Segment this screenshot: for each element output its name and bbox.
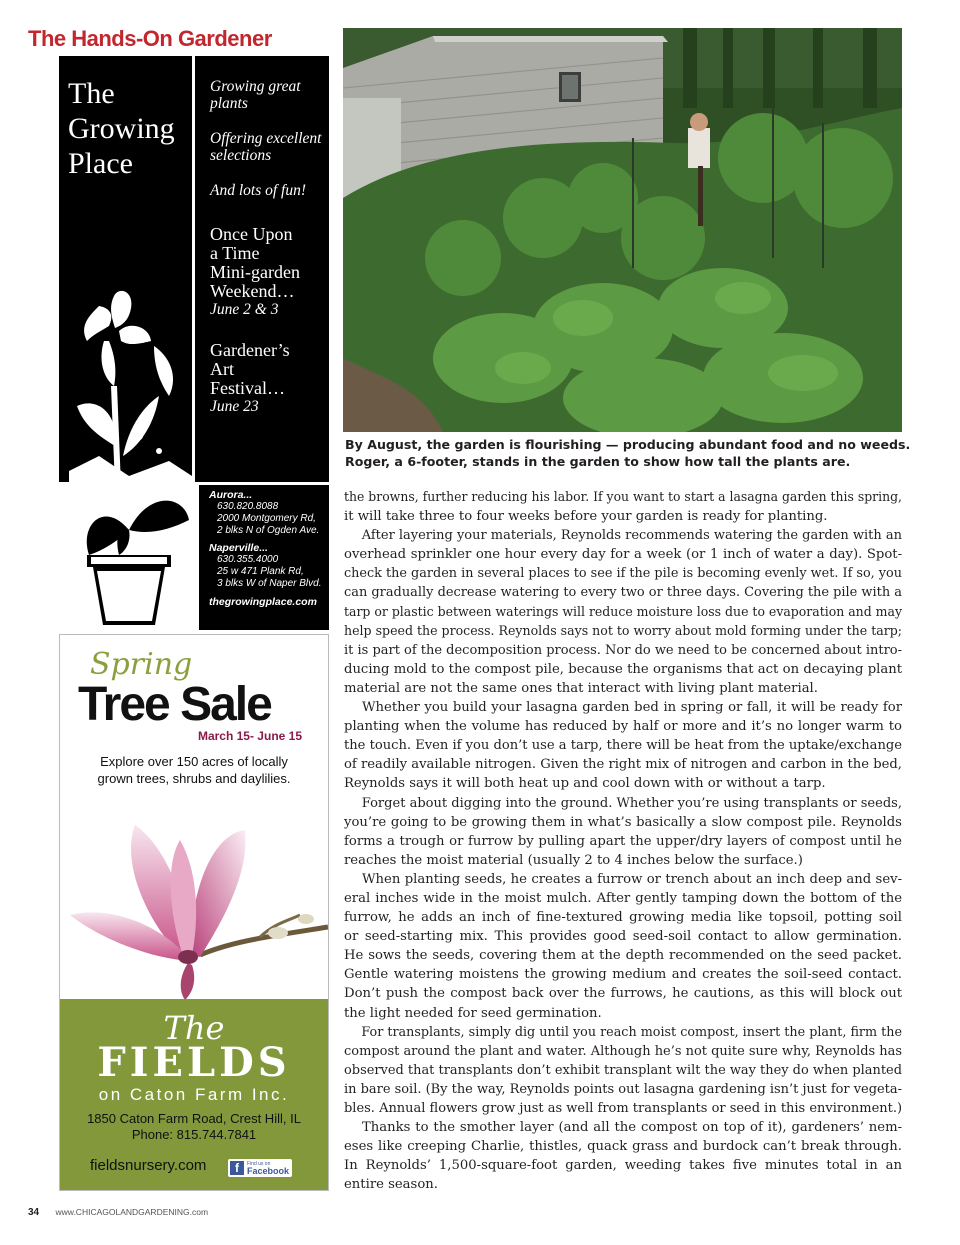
location-city: Aurora... — [209, 489, 253, 501]
article-line: help speed the process. Reynolds says not to worry about mold forming under the tarp; — [344, 623, 903, 639]
article-line: overhead sprinkler one hour every day for a week (or 1 inch of water a day). Spot- — [344, 547, 903, 563]
article-line: forms a trough or furrow by pulling apart the upper/dry layers of compost until he — [344, 833, 902, 849]
fields-contact — [60, 1111, 328, 1143]
location-phone: 630.355.4000 — [217, 554, 279, 565]
article-line: Reynolds says it will both heat up and cool down with or without a tarp. — [344, 776, 826, 792]
event-date: June 23 — [210, 398, 259, 415]
growing-place-ad[interactable] — [59, 56, 329, 630]
article-line: Don’t push the compost back over the furrows, he cautions, as this will block out — [344, 986, 903, 1002]
name-line: Growing — [68, 112, 175, 145]
caption-line: Roger, a 6-footer, stands in the garden to show how tall the plants are. — [345, 454, 851, 469]
description-line: grown trees, shrubs and daylilies. — [97, 771, 291, 786]
footer-website: www.CHICAGOLANDGARDENING.com — [55, 1207, 209, 1217]
article-line: Whether you build your lasagna garden bed in spring or fall, it will be ready for — [362, 700, 903, 716]
article-line: of readily available nitrogen. Given the right mix of nitrogen and carbon in the bed, — [344, 757, 902, 773]
tagline: Growing great plants — [210, 78, 301, 112]
facebook-badge[interactable] — [228, 1159, 292, 1177]
fields-website[interactable]: fieldsnursery.com — [90, 1157, 207, 1174]
article-line: you’re going to be growing them in what’s basically a slow compost pile. Reynolds — [344, 814, 902, 830]
facebook-text — [247, 1161, 289, 1176]
tree-sale-headline: Tree Sale — [78, 678, 271, 731]
article-line: When planting seeds, he creates a furrow or trench about an inch deep and sev- — [362, 871, 903, 887]
growing-place-name — [68, 76, 175, 181]
location-directions: 2 blks N of Ogden Ave. — [217, 525, 320, 536]
event-art-festival — [210, 341, 325, 416]
name-line: The — [68, 77, 115, 110]
article-line: the touch. Even if you don’t use a tarp, there will be heat from the uptake/exchange — [344, 738, 903, 754]
ad-divider — [192, 56, 195, 482]
article-line: eral inches wide in the moist mulch. After gently tamping down the bottom of the — [344, 890, 903, 906]
article-line: material are not the same ones that interact with living plant material. — [344, 680, 818, 696]
article-line: Forget about digging into the ground. Whether you’re using transplants or seeds, — [361, 795, 902, 811]
page-number: 34 — [28, 1207, 40, 1218]
growing-place-taglines — [210, 78, 325, 438]
sale-dates: March 15- June 15 — [197, 729, 302, 743]
event-once-upon-a-time — [210, 225, 325, 319]
garden-photo — [343, 28, 902, 432]
logo-fields: FIELDS — [97, 1039, 291, 1086]
article-line: compost around the plant and water. Although he’s not quite sure why, Reynolds has — [344, 1043, 903, 1059]
article-line: it will take three to four weeks before your garden is ready for planting. — [344, 509, 828, 525]
article-line: or seed-starting mix. This provides good seed-soil contact to allow germination. — [344, 929, 902, 945]
article-line: the browns, further reducing his labor. If you want to start a lasagna garden this spring, — [344, 490, 902, 505]
fields-logo-panel — [60, 999, 328, 1190]
growing-place-website[interactable]: thegrowingplace.com — [209, 596, 317, 608]
article-body — [344, 488, 904, 1194]
article-line: Thanks to the smother layer (and all the compost on top of it), gardeners’ nem- — [362, 1120, 903, 1136]
facebook-icon: f — [230, 1161, 244, 1175]
article-line: can gradually decrease watering to every two or three days. Covering the pile with a — [344, 585, 902, 601]
tagline: Offering excellent selections — [210, 130, 322, 164]
article-line: In Reynolds’ 1,500-square-foot garden, weeding takes five minutes total in an — [344, 1158, 903, 1174]
spring-script: Spring — [90, 647, 193, 682]
article-line: After layering your materials, Reynolds recommends watering the garden with an — [361, 528, 902, 544]
event-title-line: Mini-garden — [210, 262, 300, 282]
caption-line: By August, the garden is flourishing — producing abundant food and no weeds. — [345, 437, 911, 452]
potted-plant-illustration — [59, 485, 199, 630]
event-title-line: Art — [210, 359, 234, 379]
iris-flower-illustration — [59, 286, 192, 486]
logo-the: The — [163, 1009, 225, 1047]
article-line: He sows the seeds, covering them at the depth recommended on the seed packet. — [344, 948, 902, 964]
article-line: check the garden in several places to see if the pile is becoming evenly wet. If so, you — [344, 566, 903, 582]
article-line: bles. Annual flowers grow just as well from transplants or seed in this environment.) — [344, 1101, 903, 1116]
description-line: Explore over 150 acres of locally — [100, 754, 288, 769]
tagline: And lots of fun! — [210, 182, 307, 199]
article-line: it is part of the decomposition process. Nor do we need to be concerned about intro- — [344, 642, 903, 658]
article-line: observed that transplants don’t exhibit transplant wilt the way they do when planted — [344, 1062, 903, 1078]
article-line: For transplants, simply dig until you reach moist compost, insert the plant, firm the — [361, 1024, 903, 1040]
event-title-line: Once Upon — [210, 224, 293, 244]
event-date: June 2 & 3 — [210, 301, 279, 318]
article-line: the light needed for seed germination. — [344, 1005, 602, 1021]
article-line: tarp or plastic between waterings will reduce moisture loss due to evaporation and may — [344, 604, 903, 620]
event-title-line: a Time — [210, 243, 260, 263]
article-line: planting when the volume has reduced by half or more and it’s no longer warm to — [344, 719, 902, 735]
article-line: Gentle watering moistens the growing medium and creates the soil-seed contact. — [344, 967, 902, 983]
page-footer — [28, 1207, 208, 1218]
fields-tree-sale-ad[interactable] — [59, 634, 329, 1191]
location-city: Naperville... — [209, 542, 268, 554]
photo-caption — [345, 436, 911, 470]
article-line: ducing mold to the compost pile, because the organisms that act on decaying plant — [344, 661, 903, 677]
location-directions: 3 blks W of Naper Blvd. — [217, 578, 322, 589]
article-line: furrow, he adds an inch of fine-textured growing media like topsoil, potting soil — [344, 910, 902, 926]
event-title-line: Festival… — [210, 378, 285, 398]
growing-place-locations — [209, 489, 327, 608]
name-line: Place — [68, 147, 133, 180]
article-line: eses like creeping Charlie, thistles, quack grass and burdock can’t break through. — [344, 1139, 902, 1155]
section-title: The Hands-On Gardener — [28, 26, 272, 51]
logo-subtitle: on Caton Farm Inc. — [98, 1085, 290, 1104]
event-title-line: Gardener’s — [210, 340, 290, 360]
location-phone: 630.820.8088 — [217, 501, 279, 512]
facebook-small-text: Find us on — [247, 1160, 271, 1167]
facebook-label: Facebook — [247, 1165, 290, 1176]
fields-phone: Phone: 815.744.7841 — [131, 1127, 257, 1142]
article-line: reaches the moist material (usually 2 to 4 inches below the surface.) — [344, 852, 803, 868]
fields-address: 1850 Caton Farm Road, Crest Hill, IL — [87, 1111, 301, 1126]
location-address: 25 w 471 Plank Rd, — [217, 566, 304, 577]
article-line: in bare soil. (By the way, Reynolds points out lasagna gardening isn’t just for vegeta- — [344, 1081, 902, 1097]
magnolia-flower-image — [60, 805, 328, 1005]
article-line: entire season. — [344, 1177, 438, 1193]
sale-description — [60, 753, 328, 787]
location-address: 2000 Montgomery Rd, — [217, 513, 316, 524]
event-title-line: Weekend… — [210, 281, 295, 301]
